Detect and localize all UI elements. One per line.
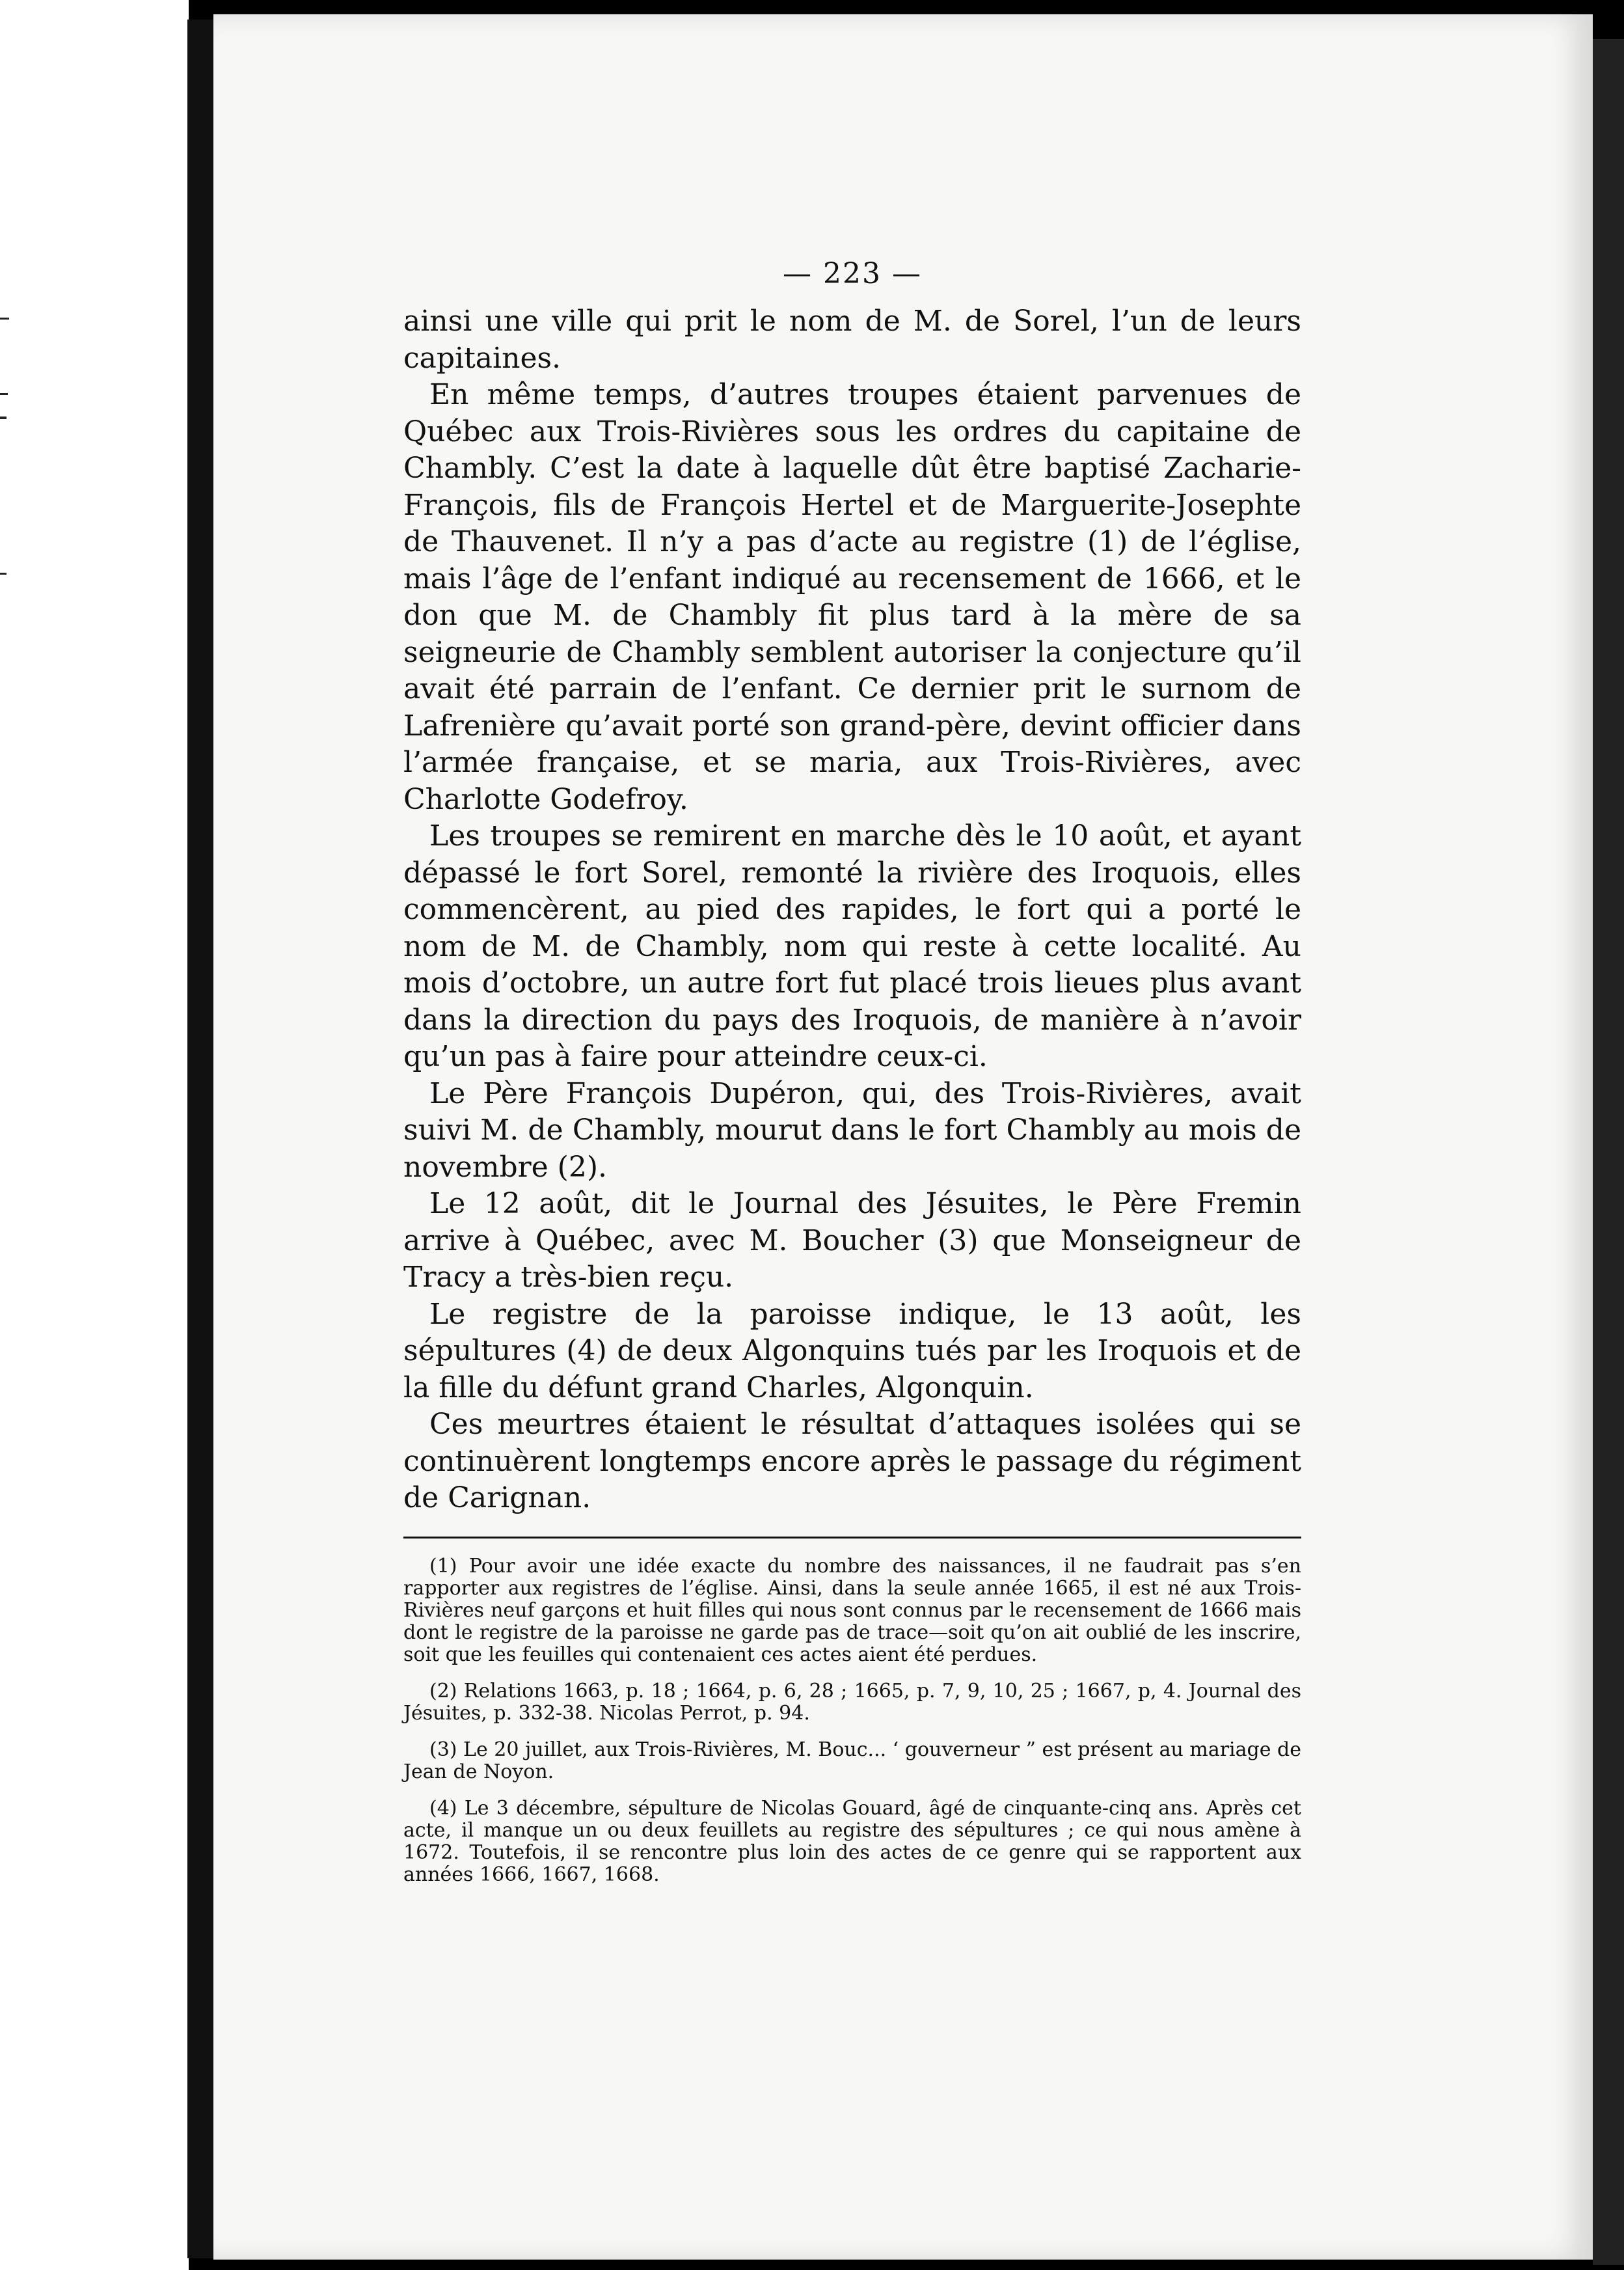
paragraph: Les troupes se remirent en marche dès le 10 août, et ayant dépassé le fort Sorel, remonté la rivière des Iroquois, elles commencèrent, au pied des rapides, le fort qui a porté le nom de M. de Chambly, nom qui reste à cette localité. Au mois d’octobre, un autre fort fut placé trois lieues plus avant dans la direction du pays des Iroquois, de manière à n’avoir qu’un pas à faire pour atteindre ceux-ci. bbox=[403, 819, 1301, 1073]
body-text bbox=[403, 303, 1301, 1517]
footnote: (1) Pour avoir une idée exacte du nombre des naissances, il ne faudrait pas s’en rapporter aux registres de l’église. Ainsi, dans la seule année 1665, il est né aux Trois-Rivières neuf garçons et huit filles qui nous sont connus par le recensement de 1666 mais dont le registre de la paroisse ne garde pas de trace—soit qu’on ait oublié de les inscrire, soit que les feuilles qui contenaient ces actes aient été perdues. bbox=[403, 1554, 1301, 1666]
footnote-divider bbox=[403, 1537, 1301, 1538]
scan-right-edge bbox=[1593, 39, 1624, 2265]
footnote: (2) Relations 1663, p. 18 ; 1664, p. 6, 28 ; 1665, p. 7, 9, 10, 25 ; 1667, p, 4. Journal des Jésuites, p. 332-38. Nicolas Perrot, p. 94. bbox=[403, 1679, 1301, 1725]
scan-mark bbox=[0, 393, 8, 395]
paragraph: Ces meurtres étaient le résultat d’attaques isolées qui se continuèrent longtemps encore après le passage du régiment de Carignan. bbox=[403, 1408, 1301, 1514]
paragraph: Le registre de la paroisse indique, le 13 août, les sépultures (4) de deux Algonquins tués par les Iroquois et de la fille du défunt grand Charles, Algonquin. bbox=[403, 1297, 1301, 1404]
paragraph: ainsi une ville qui prit le nom de M. de Sorel, l’un de leurs capitaines. bbox=[403, 305, 1301, 375]
scan-background-left bbox=[0, 0, 189, 2270]
footnotes bbox=[403, 1555, 1301, 1886]
scan-mark bbox=[0, 573, 7, 575]
footnote: (3) Le 20 juillet, aux Trois-Rivières, M. Bouc... ‘ gouverneur ” est présent au mariage de Jean de Noyon. bbox=[403, 1738, 1301, 1783]
paragraph: En même temps, d’autres troupes étaient parvenues de Québec aux Trois-Rivières sous les ordres du capitaine de Chambly. C’est la date à laquelle dût être baptisé Zacharie-François, fils de François Hertel et de Marguerite-Josephte de Thauvenet. Il n’y a pas d’acte au registre (1) de l’église, mais l’âge de l’enfant indiqué au recensement de 1666, et le don que M. de Chambly fit plus tard à la mère de sa seigneurie de Chambly semblent autoriser la conjecture qu’il avait été parrain de l’enfant. Ce dernier prit le surnom de Lafrenière qu’avait porté son grand-père, devint officier dans l’armée française, et se maria, aux Trois-Rivières, avec Charlotte Godefroy. bbox=[403, 378, 1301, 816]
page-content bbox=[403, 257, 1301, 1900]
paragraph: Le Père François Dupéron, qui, des Trois-Rivières, avait suivi M. de Chambly, mourut dans le fort Chambly au mois de novembre (2). bbox=[403, 1076, 1301, 1184]
scan-mark bbox=[0, 318, 9, 320]
scan-left-border bbox=[187, 20, 213, 2258]
footnote: (4) Le 3 décembre, sépulture de Nicolas Gouard, âgé de cinquante-cinq ans. Après cet acte, il manque un ou deux feuillets au registre des sépultures ; ce qui nous amène à 1672. Toutefois, il se rencontre plus loin des actes de ce genre qui se rapportent aux années 1666, 1667, 1668. bbox=[403, 1796, 1301, 1886]
scan-mark bbox=[0, 417, 7, 419]
paragraph: Le 12 août, dit le Journal des Jésuites, le Père Fremin arrive à Québec, avec M. Boucher (3) que Monseigneur de Tracy a très-bien reçu. bbox=[403, 1187, 1301, 1294]
page-number: — 223 — bbox=[783, 257, 922, 290]
